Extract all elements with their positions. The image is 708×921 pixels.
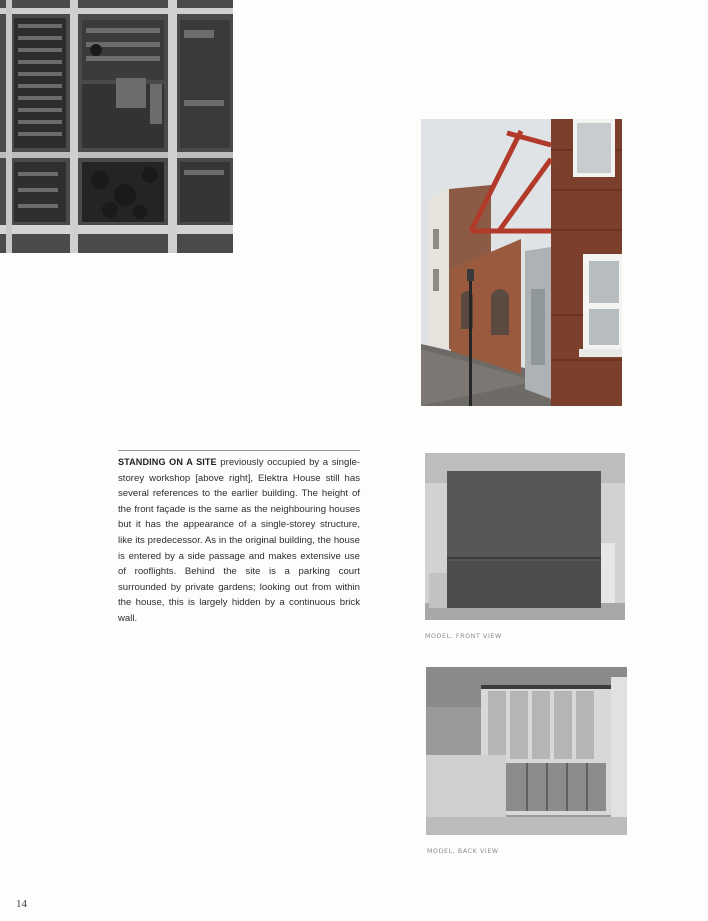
lead-in: STANDING ON A SITE xyxy=(118,457,217,467)
aerial-photo xyxy=(0,0,233,253)
page-number: 14 xyxy=(16,898,27,910)
model-front-graphic xyxy=(425,453,625,620)
caption-front: MODEL, FRONT VIEW xyxy=(425,633,502,640)
model-front-photo xyxy=(425,453,625,620)
text-rule xyxy=(118,450,360,451)
model-back-graphic xyxy=(426,667,627,835)
model-back-photo xyxy=(426,667,627,835)
aerial-photo-graphic xyxy=(0,0,233,253)
body-paragraph xyxy=(118,455,360,627)
caption-back: MODEL, BACK VIEW xyxy=(427,848,499,855)
body-copy: previously occupied by a single-storey workshop [above right], Elektra House still has several references to the earlier building. The height of the front façade is the same as the neighbouring houses but it has the appearance of a single-storey structure, like its predecessor. As in the original building, the house is entered by a side passage and makes extensive use of rooflights. Behind the site is a parking court surrounded by private gardens; looking out from within the house, this is largely hidden by a continuous brick wall. xyxy=(118,457,360,624)
street-photo xyxy=(421,119,622,406)
street-photo-graphic xyxy=(421,119,622,406)
body-text-block xyxy=(118,450,360,627)
